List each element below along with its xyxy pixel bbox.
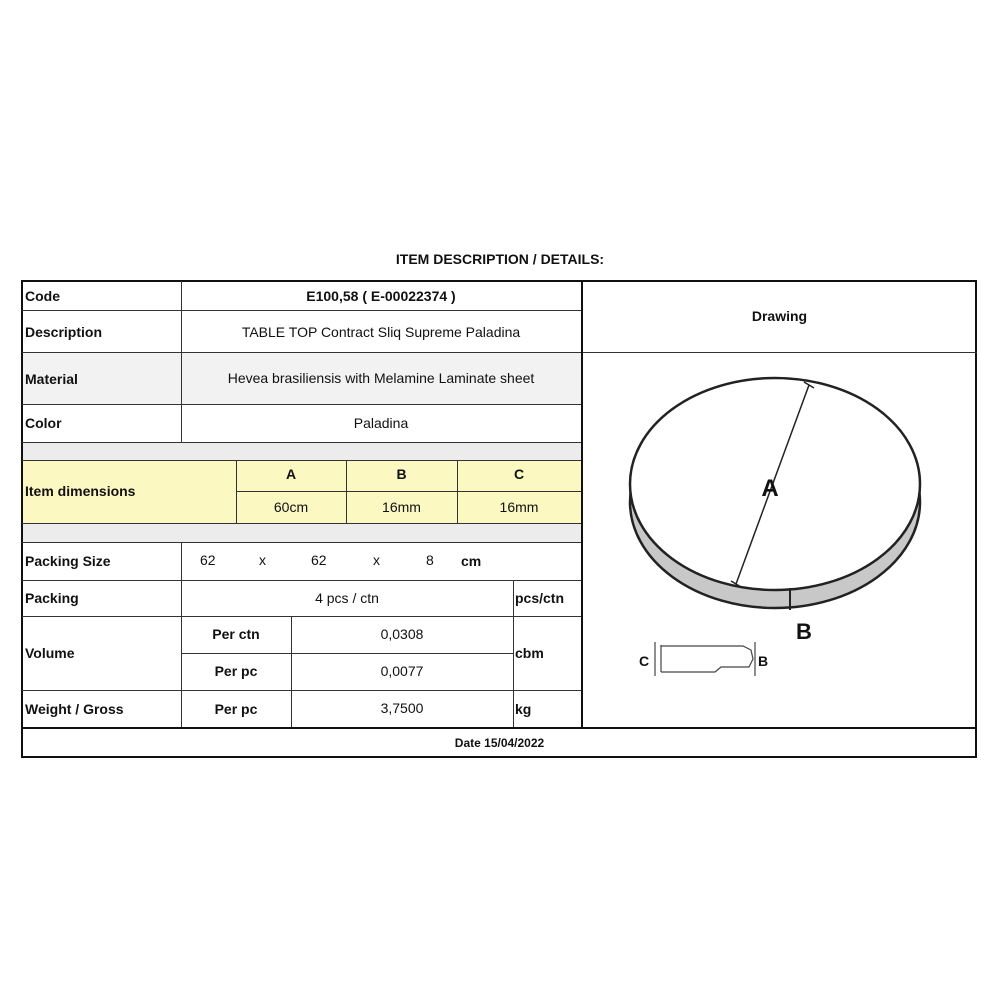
dimension-value-b: 16mm — [382, 499, 421, 515]
packing-size-width: 62 — [311, 552, 327, 568]
color-value: Paladina — [353, 415, 409, 431]
packing-size-times-1: x — [259, 552, 266, 568]
material-value: Hevea brasiliensis with Melamine Laminate sheet — [227, 370, 535, 386]
profile-label-c: C — [638, 653, 650, 669]
description-label: Description — [25, 324, 103, 340]
volume-per-ctn-label: Per ctn — [212, 626, 260, 642]
color-label: Color — [25, 415, 62, 431]
description-value: TABLE TOP Contract Sliq Supreme Paladina — [241, 324, 521, 340]
weight-value: 3,7500 — [380, 700, 424, 716]
weight-unit: kg — [515, 701, 532, 717]
dimension-value-a: 60cm — [273, 499, 309, 515]
packing-size-height: 8 — [426, 552, 434, 568]
dimension-header-b: B — [396, 466, 407, 482]
dimension-value-c: 16mm — [499, 499, 539, 515]
packing-size-length: 62 — [200, 552, 216, 568]
code-value: E100,58 ( E-00022374 ) — [306, 288, 456, 304]
table-top-drawing — [583, 354, 976, 726]
material-label: Material — [25, 371, 78, 387]
diameter-label-a: A — [761, 475, 779, 502]
volume-per-pc-value: 0,0077 — [380, 663, 424, 679]
thickness-label-b: B — [796, 619, 812, 644]
item-dimensions-label: Item dimensions — [25, 483, 136, 499]
packing-unit: pcs/ctn — [515, 590, 565, 606]
dimension-header-c: C — [513, 466, 525, 482]
edge-profile-section — [655, 642, 755, 676]
code-label: Code — [25, 288, 60, 304]
packing-size-times-2: x — [373, 552, 380, 568]
volume-unit: cbm — [515, 645, 544, 661]
packing-size-label: Packing Size — [25, 553, 111, 569]
volume-label: Volume — [25, 645, 75, 661]
packing-label: Packing — [25, 590, 79, 606]
sheet-title: ITEM DESCRIPTION / DETAILS: — [395, 251, 605, 267]
drawing-header: Drawing — [751, 308, 808, 324]
packing-size-unit: cm — [461, 553, 482, 569]
dimension-header-a: A — [285, 466, 297, 482]
weight-label: Weight / Gross — [25, 701, 124, 717]
packing-value: 4 pcs / ctn — [315, 590, 379, 606]
profile-label-b: B — [757, 653, 769, 669]
weight-per-pc-label: Per pc — [214, 701, 258, 717]
volume-per-ctn-value: 0,0308 — [380, 626, 424, 642]
volume-per-pc-label: Per pc — [214, 663, 258, 679]
date-footer: Date 15/04/2022 — [454, 736, 545, 750]
